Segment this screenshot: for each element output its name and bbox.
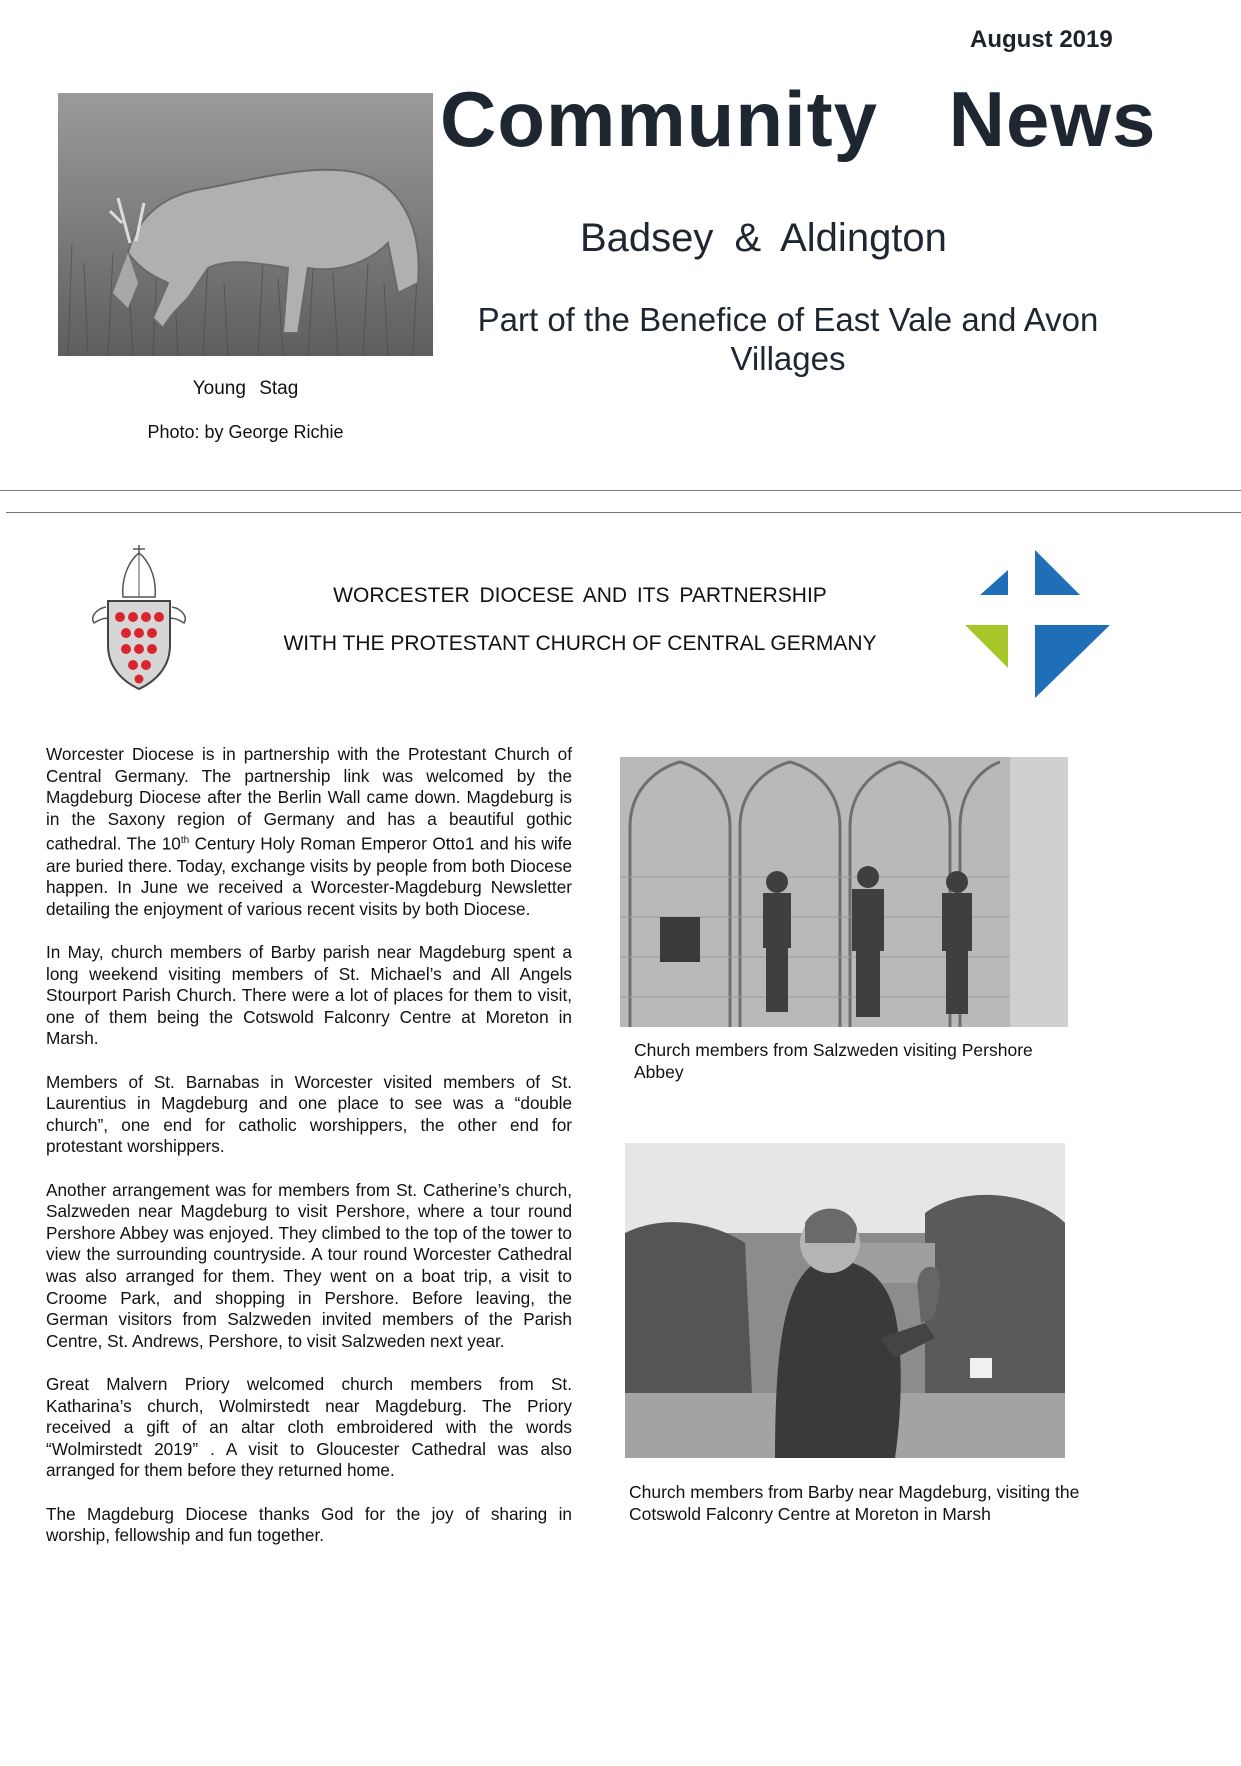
masthead-title: Community News: [440, 75, 1157, 163]
article-paragraph: Members of St. Barnabas in Worcester visited members of St. Laurentius in Magdeburg and one place to see was a “double church”, one end for catholic worshippers, the other end for protestant worshippers.: [46, 1071, 572, 1157]
diocese-crest-icon: [86, 545, 192, 695]
article-heading-line-1: WORCESTER DIOCESE AND ITS PARTNERSHIP: [333, 584, 827, 607]
falconry-photo-caption: Church members from Barby near Magdeburg, visiting the Cotswold Falconry Centre at Moreton in Marsh: [629, 1482, 1080, 1524]
article-paragraph: Great Malvern Priory welcomed church members from St. Katharina’s church, Wolmirstedt near Magdeburg. The Priory received a gift of an altar cloth embroidered with the words “Wolmirstedt 2019” . A visit to Gloucester Cathedral was also arranged for them before they returned home.: [46, 1373, 572, 1481]
stag-photo: [58, 93, 433, 356]
stag-photo-credit: Photo: by George Richie: [147, 422, 344, 442]
article-paragraph: In May, church members of Barby parish near Magdeburg spent a long weekend visiting members of St. Michael’s and All Angels Stourport Parish Church. There were a lot of places for them to visit, one of them being the Cotswold Falconry Centre at Moreton in Marsh.: [46, 942, 572, 1049]
masthead-benefice: Part of the Benefice of East Vale and Avon Villages: [477, 301, 1099, 377]
pershore-photo-caption: Church members from Salzweden visiting Pershore Abbey: [634, 1040, 1033, 1082]
article-body: [46, 744, 572, 1568]
falconry-centre-photo: [625, 1143, 1065, 1458]
cross-logo-icon: [960, 550, 1110, 698]
article-paragraph: Worcester Diocese is in partnership with the Protestant Church of Central Germany. The partnership link was welcomed by the Magdeburg Diocese after the Berlin Wall came down. Magdeburg is in the Saxony region of Germany and has a beautiful gothic cathedral. The 10th Century Holy Roman Emperor Otto1 and his wife are buried there. Today, exchange visits by people from both Diocese happen. In June we received a Worcester-Magdeburg Newsletter detailing the enjoyment of various recent visits by both Diocese.: [46, 744, 572, 919]
masthead-place: Badsey & Aldington: [580, 216, 947, 260]
issue-date: August 2019: [970, 26, 1113, 53]
article-paragraph: Another arrangement was for members from St. Catherine’s church, Salzweden near Magdeburg to visit Pershore, where a tour round Pershore Abbey was enjoyed. They climbed to the top of the tower to view the surrounding countryside. A tour round Worcester Cathedral was also arranged for them. They went on a boat trip, a visit to Croome Park, and shopping in Pershore. Before leaving, the German visitors from Salzweden invited members of the Parish Centre, St. Andrews, Pershore, to visit Salzweden next year.: [46, 1179, 572, 1351]
pershore-abbey-photo: [620, 757, 1068, 1027]
divider-line: [6, 512, 1241, 513]
divider-line: [0, 490, 1241, 491]
article-paragraph: The Magdeburg Diocese thanks God for the joy of sharing in worship, fellowship and fun together.: [46, 1503, 572, 1546]
article-heading-line-2: WITH THE PROTESTANT CHURCH OF CENTRAL GERMANY: [283, 632, 877, 655]
stag-caption: Young Stag: [192, 378, 299, 399]
